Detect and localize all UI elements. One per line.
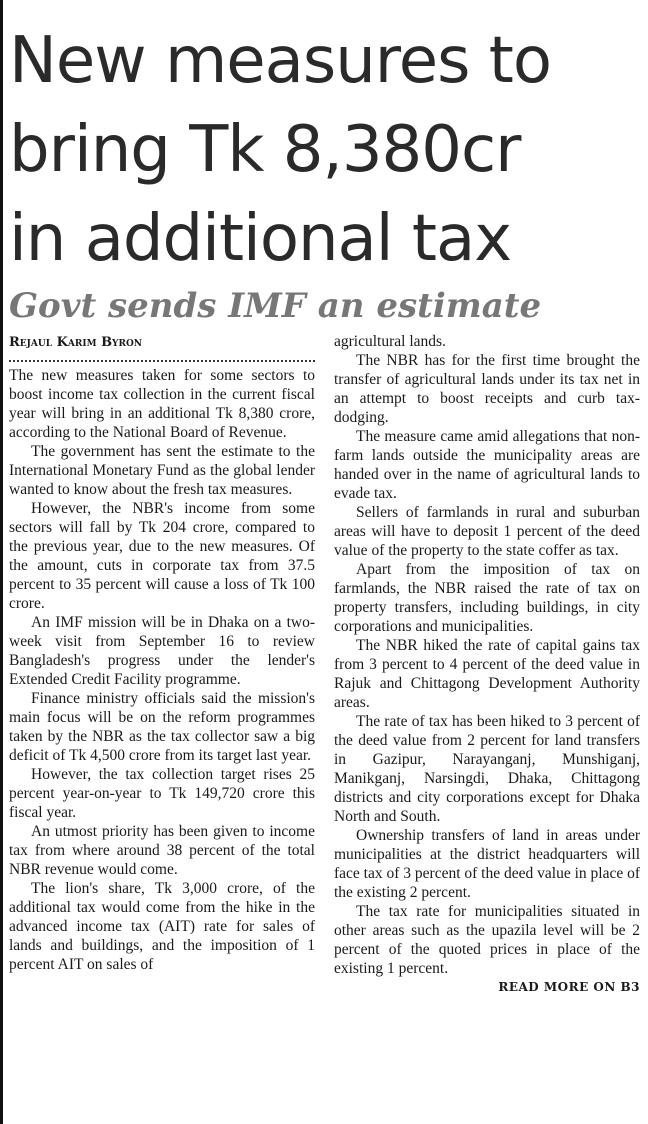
body-paragraph: The lion's share, Tk 3,000 crore, of the additional tax would come from the hike in the advanced income tax (AIT) rate for sales of lands and buildings, and the imposition of 1 percent AIT on sales of (9, 880, 315, 973)
headline (9, 0, 640, 284)
read-more-link[interactable]: READ MORE ON B3 (498, 980, 640, 994)
subheadline: Govt sends IMF an estimate (9, 286, 542, 326)
body-paragraph: The NBR hiked the rate of capital gains tax from 3 percent to 4 percent of the deed value in Rajuk and Chittagong Development Authority areas. (334, 637, 640, 711)
body-paragraph: An utmost priority has been given to income tax from where around 38 percent of the total NBR revenue would come. (9, 823, 315, 878)
body-paragraph: The measure came amid allegations that non-farm lands outside the municipality areas are handed over in the name of agricultural lands to evade tax. (334, 428, 640, 502)
body-paragraph: The new measures taken for some sectors to boost income tax collection in the current fiscal year will bring in an additional Tk 8,380 crore, according to the National Board of Revenue. (9, 367, 315, 441)
body-paragraph-continuation: agricultural lands. (334, 333, 446, 350)
left-column (9, 332, 315, 994)
right-column (334, 332, 640, 994)
headline-line-2: bring Tk 8,380cr (9, 113, 521, 187)
body-paragraph: However, the NBR's income from some sectors will fall by Tk 204 crore, compared to the previous year, due to the new measures. Of the amount, cuts in corporate tax from 37.5 percent to 35 percent will cause a loss of Tk 100 crore. (9, 500, 315, 612)
body-paragraph: Sellers of farmlands in rural and suburban areas will have to deposit 1 percent of the deed value of the property to the state coffer as tax. (334, 504, 640, 559)
body-paragraph: Apart from the imposition of tax on farmlands, the NBR raised the rate of tax on property transfers, including buildings, in city corporations and municipalities. (334, 561, 640, 635)
article-columns (9, 332, 640, 994)
body-paragraph: The rate of tax has been hiked to 3 percent of the deed value from 2 percent for land transfers in Gazipur, Narayanganj, Munshiganj, Manikganj, Narsingdi, Dhaka, Chittagong districts and city corporations except for Dhaka North and South. (334, 713, 640, 825)
body-paragraph: However, the tax collection target rises 25 percent year-on-year to Tk 149,720 crore this fiscal year. (9, 766, 315, 821)
body-paragraph: The government has sent the estimate to the International Monetary Fund as the global lender wanted to know about the fresh tax measures. (9, 443, 315, 498)
headline-line-1: New measures to (9, 24, 551, 98)
headline-line-3: in additional tax (9, 202, 512, 276)
body-paragraph: An IMF mission will be in Dhaka on a two-week visit from September 16 to review Bangladesh's progress under the lender's Extended Credit Facility programme. (9, 614, 315, 688)
body-paragraph: Finance ministry officials said the mission's main focus will be on the reform programmes taken by the NBR as the tax collector saw a big deficit of Tk 4,500 crore from its target last year. (9, 690, 315, 764)
body-paragraph: The NBR has for the first time brought the transfer of agricultural lands under its tax net in an attempt to boost receipts and curb tax-dodging. (334, 352, 640, 426)
body-paragraph: The tax rate for municipalities situated in other areas such as the upazila level will be 2 percent of the quoted prices in place of the existing 1 percent. (334, 903, 640, 977)
byline: Rejaul Karim Byron (9, 335, 143, 350)
byline-divider (9, 354, 315, 362)
body-paragraph: Ownership transfers of land in areas under municipalities at the district headquarters will face tax of 3 percent of the deed value in place of the existing 2 percent. (334, 827, 640, 901)
